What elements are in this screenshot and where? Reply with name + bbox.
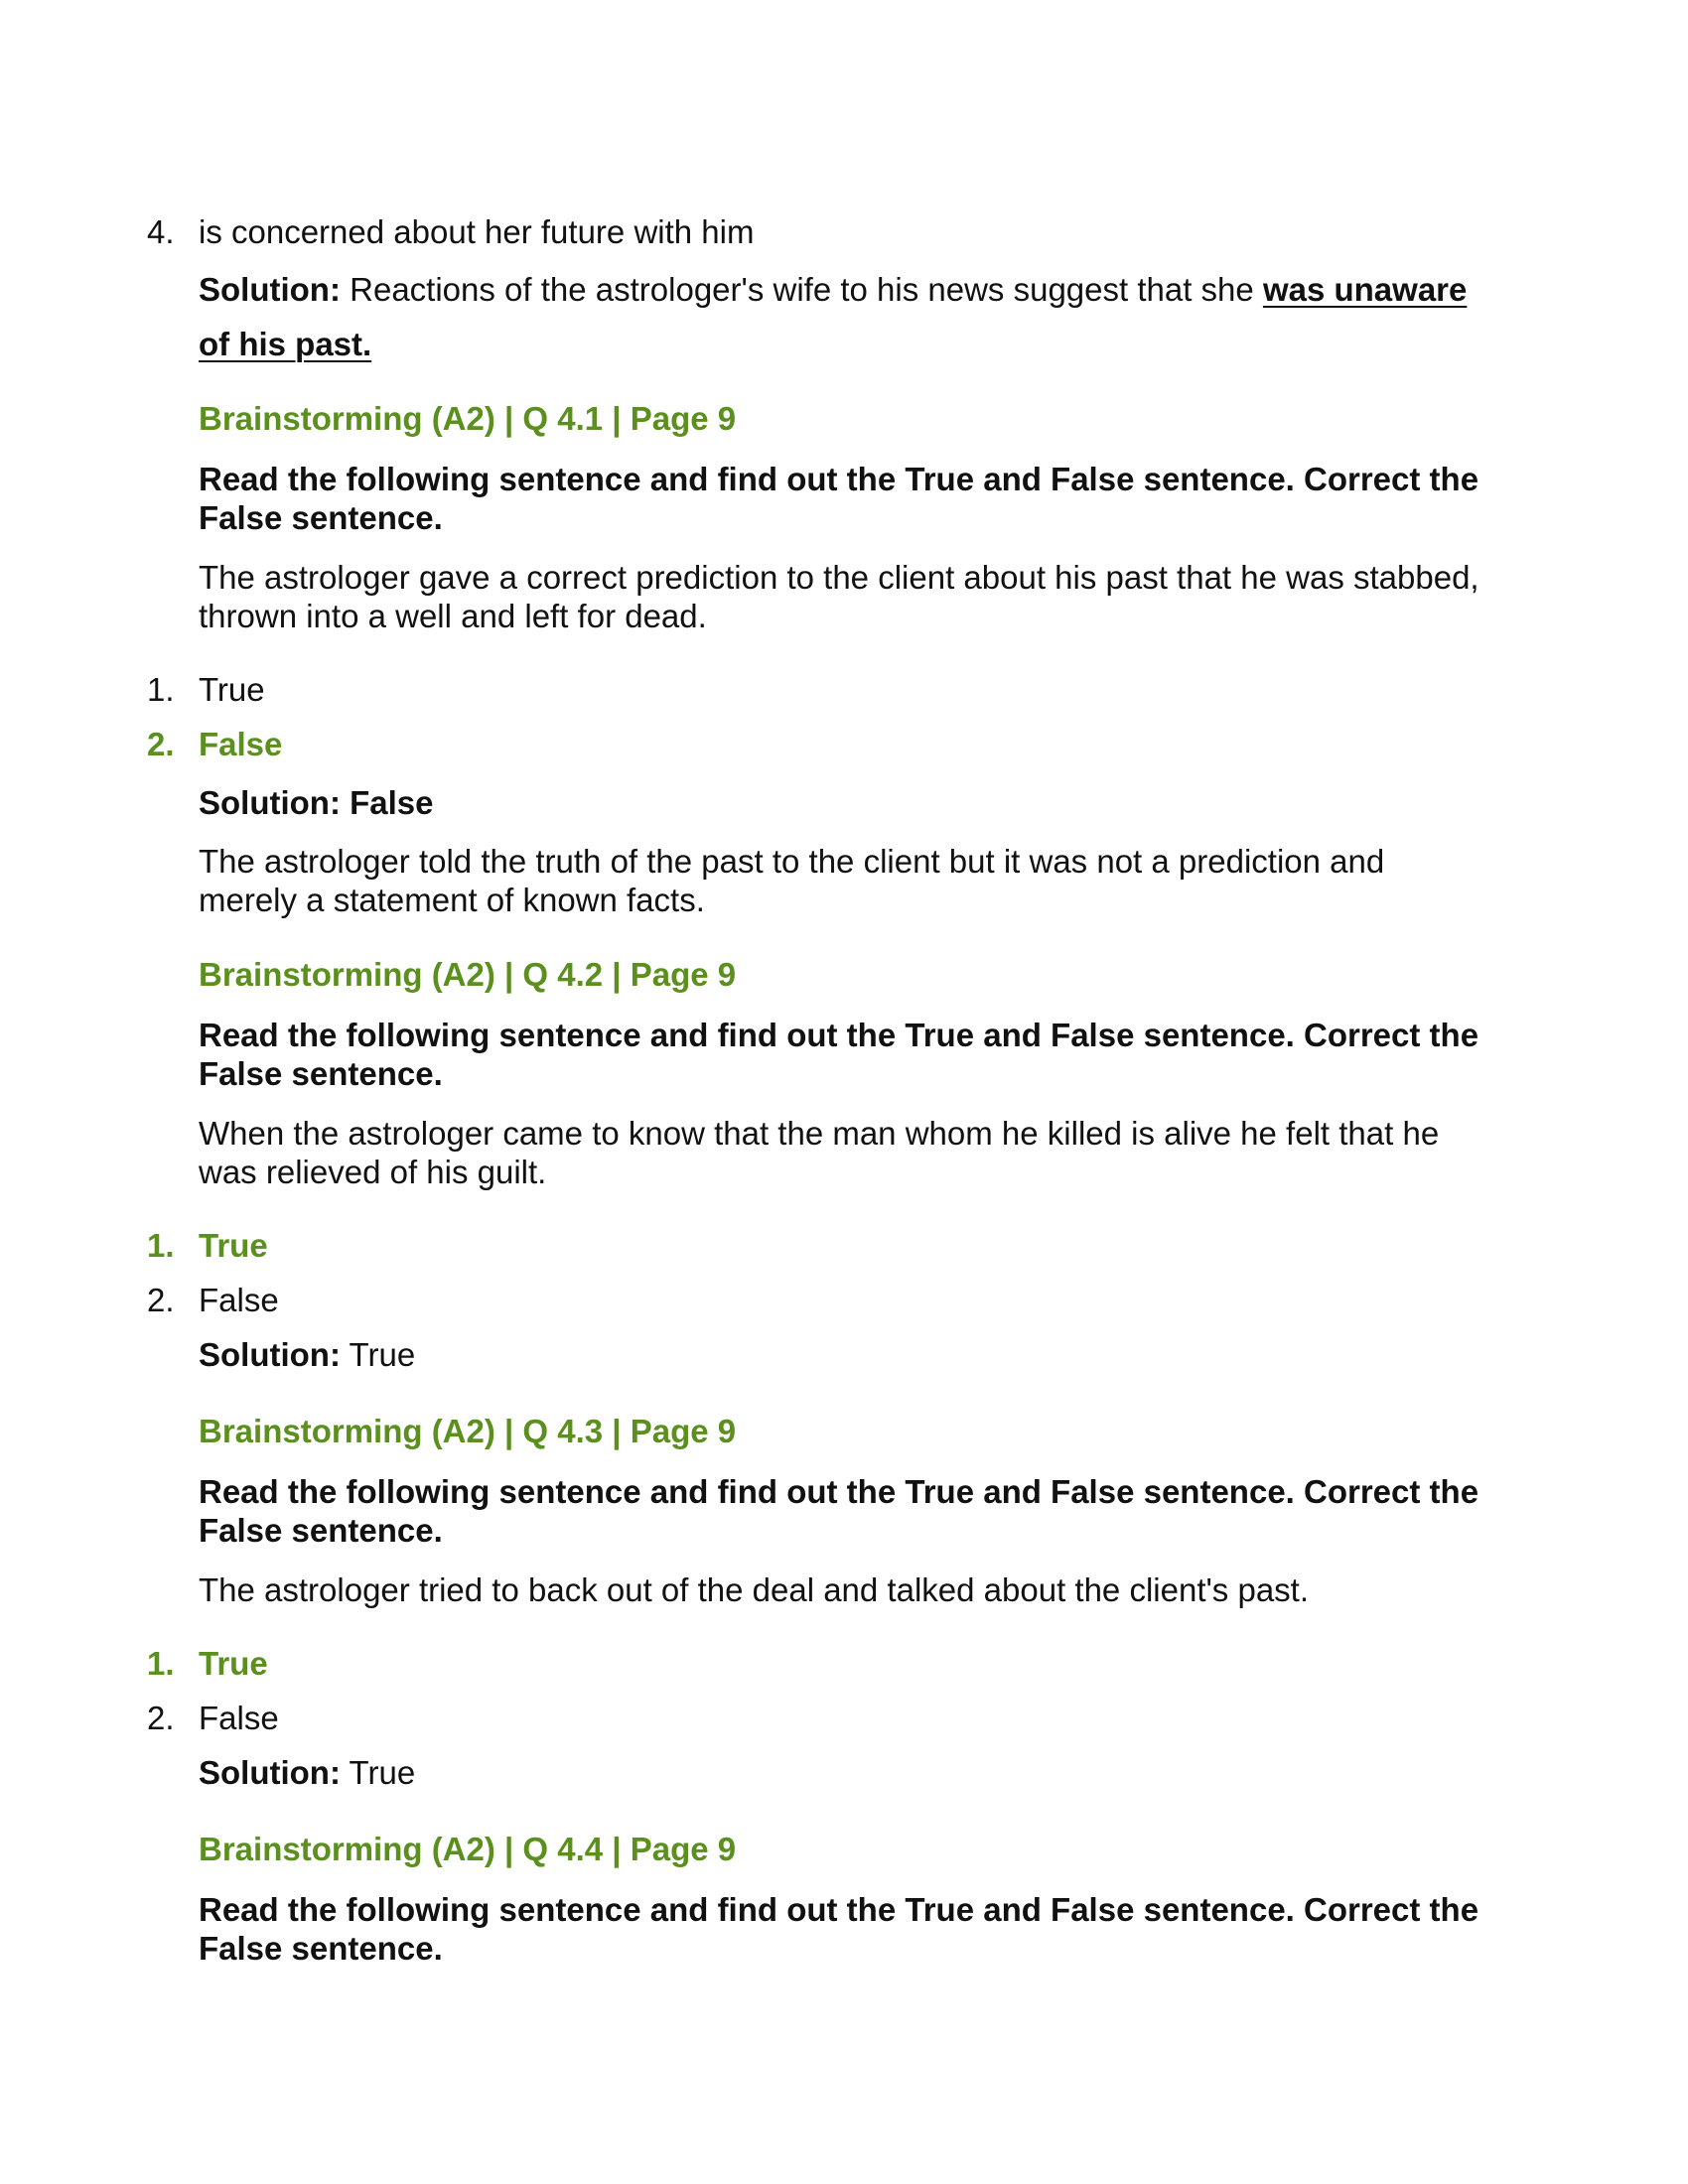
solution-explanation: The astrologer told the truth of the past to the client but it was not a prediction and merely a statement of known facts. [199,843,1385,918]
question-heading: Brainstorming (A2) | Q 4.2 | Page 9 [199,956,737,993]
option-number: 2. [147,1282,175,1318]
option-number-correct: 1. [147,1227,175,1264]
solution-emphasis: was unaware [1262,271,1468,308]
option-label: False [199,1700,279,1736]
list-item-number: 4. [147,213,175,250]
question-statement: When the astrologer came to know that the man whom he killed is alive he felt that he was relieved of his guilt. [199,1115,1440,1190]
question-instruction: Read the following sentence and find out the True and False sentence. Correct the False sentence. [199,1473,1479,1549]
solution-label: Solution: [199,271,341,308]
option-label-correct: True [199,1227,268,1264]
question-heading: Brainstorming (A2) | Q 4.1 | Page 9 [199,400,737,437]
solution-text: Reactions of the astrologer's wife to his news suggest that she [340,271,1263,308]
option-label-correct: True [199,1645,268,1682]
solution-paragraph [199,262,1489,371]
question-statement: The astrologer gave a correct prediction to the client about his past that he was stabbed, thrown into a well and left for dead. [199,559,1479,634]
question-heading: Brainstorming (A2) | Q 4.4 | Page 9 [199,1831,737,1867]
question-instruction: Read the following sentence and find out the True and False sentence. Correct the False sentence. [199,1017,1479,1092]
solution-emphasis: of his past. [199,326,372,362]
option-number-correct: 1. [147,1645,175,1682]
question-instruction: Read the following sentence and find out the True and False sentence. Correct the False sentence. [199,461,1479,536]
solution-label: Solution: [199,1336,341,1373]
question-instruction: Read the following sentence and find out the True and False sentence. Correct the False sentence. [199,1891,1479,1967]
option-number: 2. [147,1700,175,1736]
option-label: False [199,1282,279,1318]
solution-line [199,1335,1489,1375]
question-statement: The astrologer tried to back out of the deal and talked about the client's past. [199,1571,1310,1608]
list-item-text: is concerned about her future with him [199,213,755,250]
solution-label: Solution: [199,1754,341,1791]
solution-value: True [340,1336,416,1373]
option-label: True [199,671,265,708]
option-number: 1. [147,671,175,708]
option-label-correct: False [199,726,283,762]
option-number-correct: 2. [147,726,175,762]
solution-label: Solution: False [199,784,434,821]
solution-line [199,1753,1489,1793]
question-heading: Brainstorming (A2) | Q 4.3 | Page 9 [199,1413,737,1449]
solution-value: True [340,1754,416,1791]
